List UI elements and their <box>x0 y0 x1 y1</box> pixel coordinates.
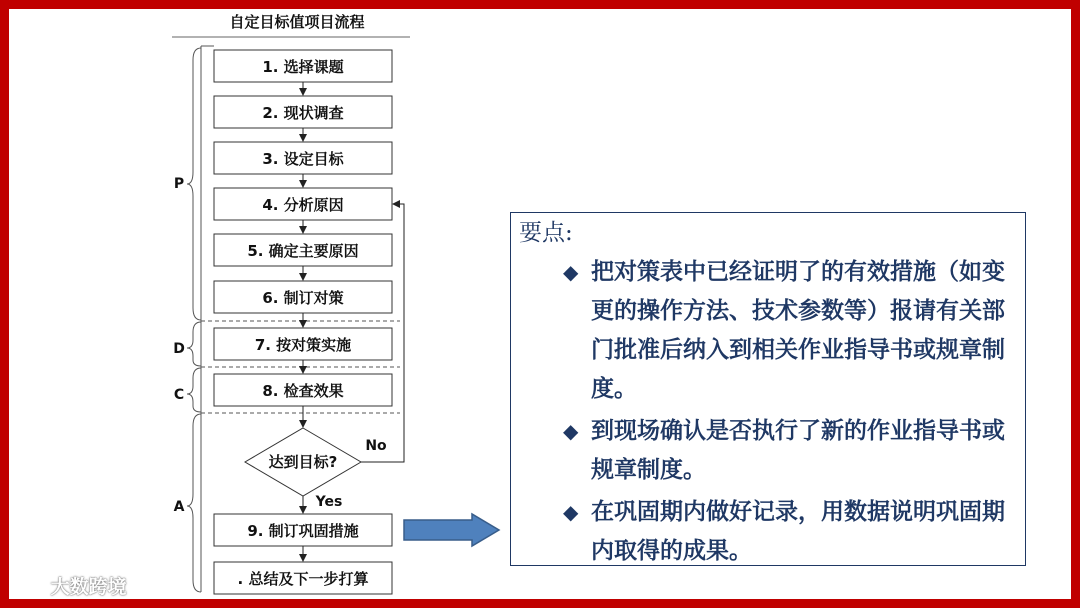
svg-text:2. 现状调查: 2. 现状调查 <box>262 104 344 122</box>
key-points-heading: 要点: <box>519 220 573 246</box>
key-point-item <box>561 412 1015 490</box>
svg-text:5. 确定主要原因: 5. 确定主要原因 <box>247 242 359 260</box>
diamond-bullet-icon: ◆ <box>563 419 579 443</box>
key-point-text: 把对策表中已经证明了的有效措施（如变更的操作方法、技术参数等）报请有关部门批准后纳入到相关作业指导书或规章制度。 <box>591 259 1005 402</box>
brace-p <box>187 48 201 320</box>
brace-d <box>187 322 201 366</box>
key-point-text: 在巩固期内做好记录，用数据说明巩固期内取得的成果。 <box>591 499 1005 564</box>
brace-c <box>187 368 201 412</box>
step-3 <box>214 142 392 174</box>
watermark-logo-icon <box>14 577 44 595</box>
watermark <box>14 572 127 599</box>
key-points-list <box>519 253 1015 571</box>
phase-label-d: D <box>173 341 185 357</box>
step-6 <box>214 281 392 313</box>
step-9 <box>214 514 392 546</box>
step-2 <box>214 96 392 128</box>
step-10 <box>214 562 392 594</box>
key-point-text: 到现场确认是否执行了新的作业指导书或规章制度。 <box>591 418 1005 483</box>
decision-diamond <box>245 428 361 496</box>
svg-text:. 总结及下一步打算: . 总结及下一步打算 <box>237 570 369 588</box>
svg-text:7. 按对策实施: 7. 按对策实施 <box>254 336 352 354</box>
flowchart-title: 自定目标值项目流程 <box>229 13 365 31</box>
step-7 <box>214 328 392 360</box>
key-point-item <box>561 253 1015 409</box>
diamond-bullet-icon: ◆ <box>563 260 579 284</box>
pointer-arrow <box>404 514 499 546</box>
watermark-text: 大数跨境 <box>50 576 127 598</box>
diamond-bullet-icon: ◆ <box>563 500 579 524</box>
step-5 <box>214 234 392 266</box>
no-label: No <box>365 438 387 454</box>
phase-label-a: A <box>173 499 185 515</box>
yes-label: Yes <box>315 494 343 510</box>
svg-text:达到目标?: 达到目标? <box>268 453 338 471</box>
key-points-box <box>510 212 1026 566</box>
svg-text:9. 制订巩固措施: 9. 制订巩固措施 <box>247 522 359 540</box>
svg-text:1. 选择课题: 1. 选择课题 <box>262 58 344 76</box>
step-4 <box>214 188 392 220</box>
key-point-item <box>561 493 1015 571</box>
phase-label-p: P <box>173 176 185 192</box>
svg-text:8. 检查效果: 8. 检查效果 <box>262 382 344 400</box>
step-8 <box>214 374 392 406</box>
svg-text:3. 设定目标: 3. 设定目标 <box>262 150 344 168</box>
svg-text:6. 制订对策: 6. 制订对策 <box>262 289 344 307</box>
brace-a <box>187 414 201 592</box>
step-1 <box>214 50 392 82</box>
svg-text:4. 分析原因: 4. 分析原因 <box>262 196 344 214</box>
phase-label-c: C <box>173 387 185 403</box>
